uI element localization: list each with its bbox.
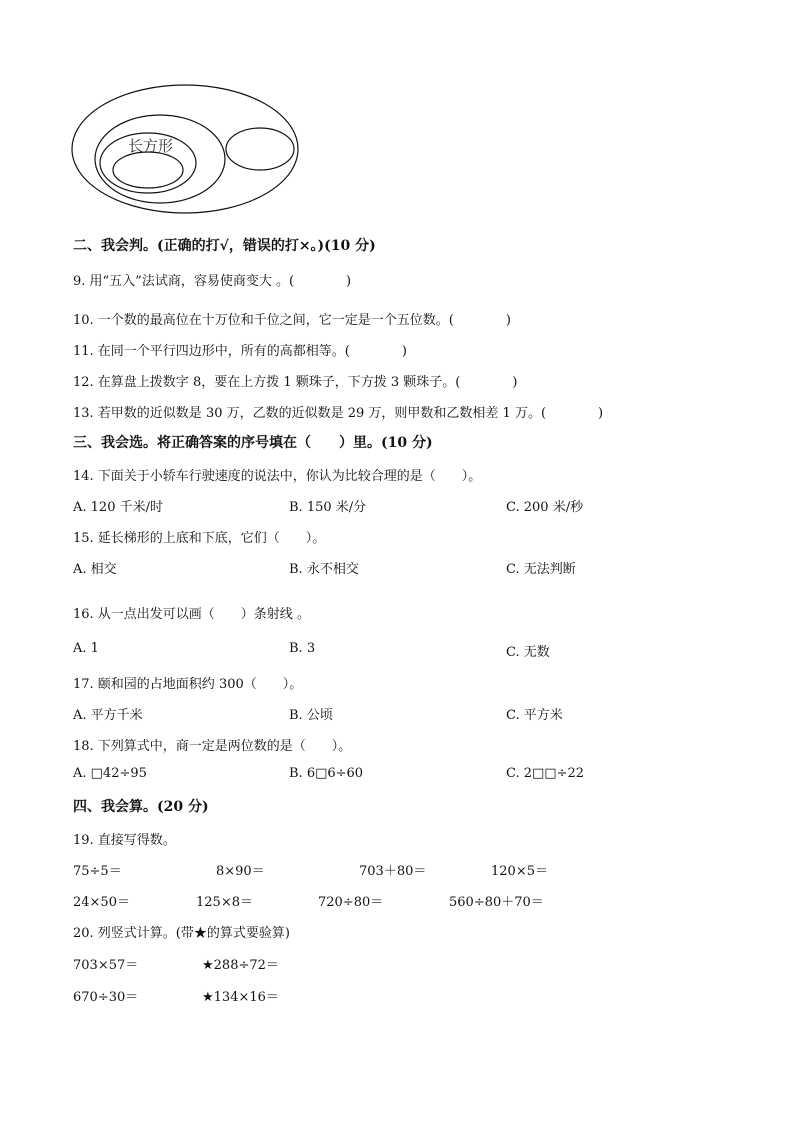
question-10: 10. 一个数的最高位在十万位和千位之间，它一定是一个五位数。( )	[73, 313, 511, 328]
option-18b: B. 6□6÷60	[289, 766, 364, 781]
set-diagram	[70, 80, 310, 220]
question-11: 11. 在同一个平行四边形中，所有的高都相等。( )	[73, 344, 407, 359]
section2-heading: 二、我会判。(正确的打√，错误的打×。)(10 分)	[73, 238, 376, 254]
option-16c: C. 无数	[506, 645, 550, 660]
calc-4: 120×5＝	[491, 864, 548, 879]
innermost-ellipse	[113, 152, 183, 188]
vertical-calc-1: 703×57＝	[73, 958, 139, 973]
option-18c: C. 2□□÷22	[506, 766, 585, 781]
question-20: 20. 列竖式计算。(带★的算式要验算)	[73, 926, 290, 941]
option-18a: A. □42÷95	[73, 766, 147, 781]
calc-1: 75÷5＝	[73, 864, 122, 879]
option-16b: B. 3	[289, 641, 316, 656]
vertical-calc-4: ★134×16＝	[202, 990, 279, 1005]
option-15b: B. 永不相交	[289, 562, 359, 577]
rectangle-label: 长方形	[128, 137, 174, 155]
section4-heading: 四、我会算。(20 分)	[73, 799, 209, 815]
question-16: 16. 从一点出发可以画（ ）条射线 。	[73, 607, 310, 622]
option-15c: C. 无法判断	[506, 562, 576, 577]
section3-heading: 三、我会选。将正确答案的序号填在（ ）里。(10 分)	[73, 435, 433, 451]
question-17: 17. 颐和园的占地面积约 300（ ）。	[73, 677, 303, 692]
question-14: 14. 下面关于小轿车行驶速度的说法中，你认为比较合理的是（ ）。	[73, 469, 482, 484]
option-16a: A. 1	[73, 641, 99, 656]
option-14b: B. 150 米/分	[289, 500, 367, 515]
calc-7: 720÷80＝	[318, 895, 384, 910]
calc-8: 560÷80＋70＝	[449, 895, 544, 910]
option-17a: A. 平方千米	[73, 708, 143, 723]
question-18: 18. 下列算式中，商一定是两位数的是（ ）。	[73, 739, 352, 754]
vertical-calc-3: 670÷30＝	[73, 990, 139, 1005]
option-14c: C. 200 米/秒	[506, 500, 584, 515]
option-14a: A. 120 千米/时	[73, 500, 163, 515]
calc-2: 8×90＝	[216, 864, 265, 879]
question-9: 9. 用“五入”法试商，容易使商变大 。( )	[73, 274, 352, 289]
question-13: 13. 若甲数的近似数是 30 万，乙数的近似数是 29 万，则甲数和乙数相差 1 万。( )	[73, 406, 604, 421]
question-12: 12. 在算盘上拨数字 8，要在上方拨 1 颗珠子，下方拨 3 颗珠子。( )	[73, 375, 518, 390]
calc-3: 703＋80＝	[359, 864, 427, 879]
option-15a: A. 相交	[73, 562, 117, 577]
separate-ellipse	[226, 128, 294, 170]
option-17c: C. 平方米	[506, 708, 563, 723]
vertical-calc-2: ★288÷72＝	[202, 958, 279, 973]
middle-ellipse	[95, 115, 225, 203]
calc-5: 24×50＝	[73, 895, 130, 910]
question-19: 19. 直接写得数。	[73, 833, 176, 848]
option-17b: B. 公顷	[289, 708, 333, 723]
question-15: 15. 延长梯形的上底和下底，它们（ ）。	[73, 531, 326, 546]
calc-6: 125×8＝	[196, 895, 253, 910]
